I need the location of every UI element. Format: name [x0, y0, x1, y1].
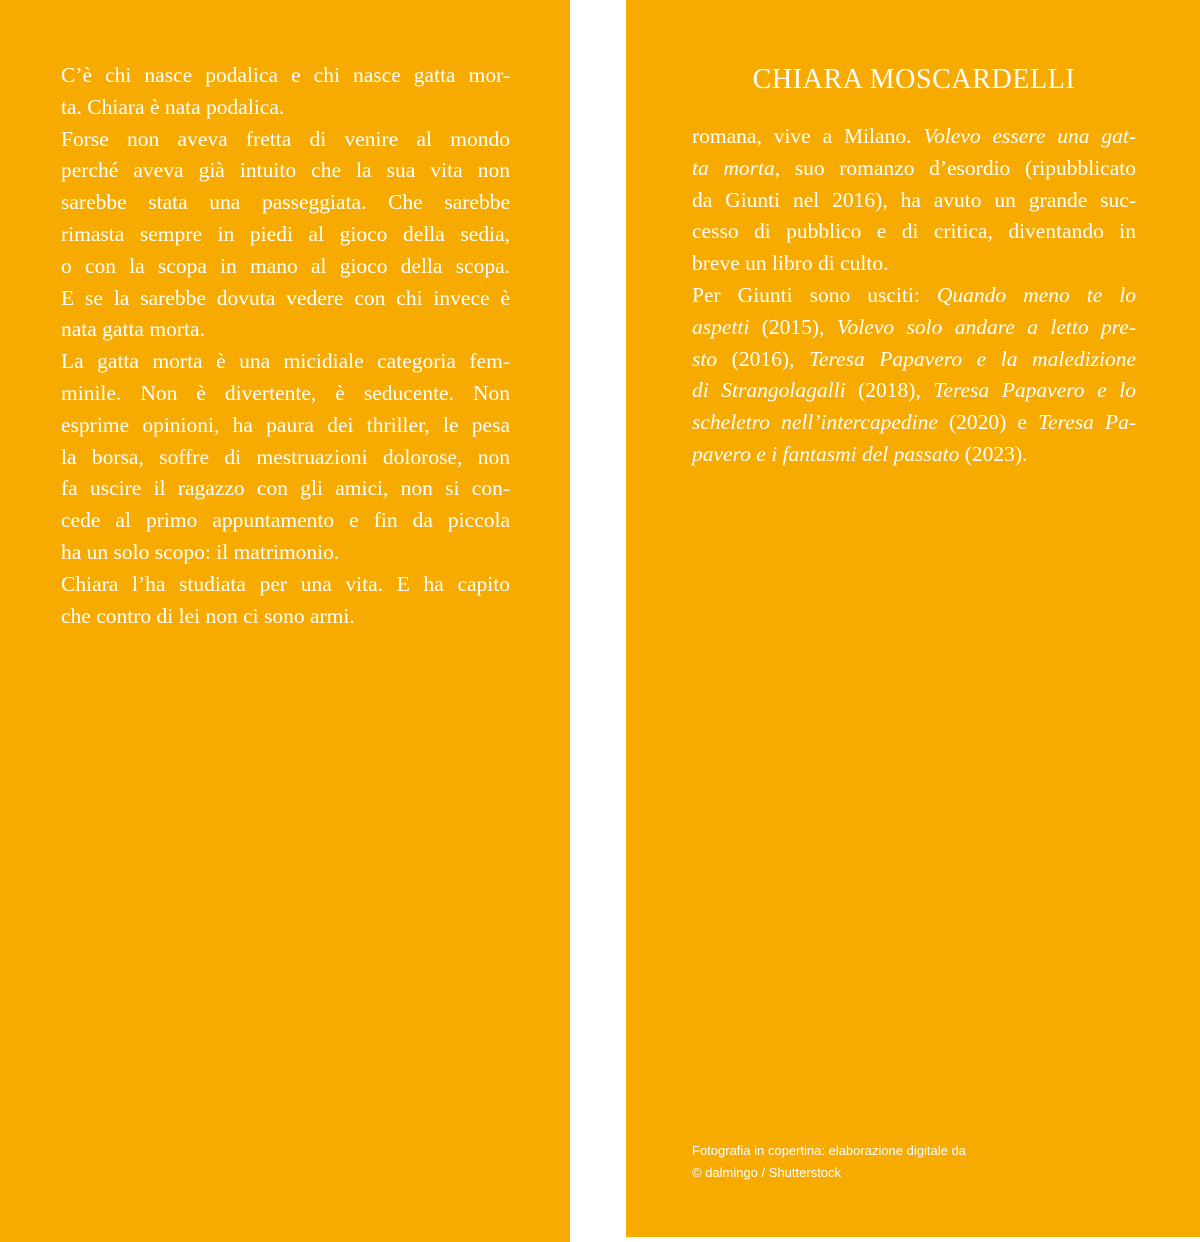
synopsis-line: o con la scopa in mano al gioco della scopa. [61, 253, 510, 278]
synopsis-line: fa uscire il ragazzo con gli amici, non si con- [61, 476, 510, 501]
bio-text: (2018), [845, 378, 934, 403]
synopsis-line: ta. Chiara è nata podalica. [61, 94, 285, 119]
synopsis-line: esprime opinioni, ha paura dei thriller, le pesa [61, 412, 510, 437]
synopsis-line: C’è chi nasce podalica e chi nasce gatta mor- [61, 63, 510, 87]
bio-line [692, 280, 1136, 312]
bio-text: , suo romanzo d’esordio (ripubblicato [774, 155, 1136, 180]
synopsis-line: Forse non aveva fretta di venire al mondo [61, 126, 510, 151]
book-title: di Strangolagalli [692, 378, 846, 403]
synopsis-line: che contro di lei non ci sono armi. [61, 603, 355, 628]
bio-line [692, 216, 1136, 248]
synopsis-line: nata gatta morta. [61, 317, 205, 342]
book-title: scheletro nell’intercapedine [692, 410, 938, 435]
photo-credit-line: © dalmingo / Shutterstock [692, 1165, 842, 1180]
book-title: Volevo essere una gat- [923, 124, 1137, 148]
bio-line [692, 407, 1136, 439]
photo-credit-line: Fotografia in copertina: elaborazione digitale da [692, 1143, 966, 1158]
book-title: pavero e i fantasmi del passato [692, 441, 960, 466]
synopsis-line: Chiara l’ha studiata per una vita. E ha capito [61, 571, 510, 596]
book-title: Volevo solo andare a letto pre- [836, 314, 1136, 339]
synopsis-line: La gatta morta è una micidiale categoria fem- [61, 349, 510, 374]
synopsis-line: la borsa, soffre di mestruazioni dolorose, non [61, 444, 510, 469]
synopsis-line: rimasta sempre in piedi al gioco della sedia, [61, 221, 510, 246]
book-title: aspetti [692, 314, 750, 339]
bio-line [692, 185, 1136, 217]
bio-text: Per Giunti sono usciti: [692, 282, 937, 307]
author-bio-text [692, 121, 1136, 471]
book-title: Teresa Papavero e lo [933, 378, 1136, 403]
book-title: Quando meno te lo [936, 282, 1136, 307]
author-name: CHIARA MOSCARDELLI [752, 64, 1076, 95]
bio-text: (2020) e [937, 410, 1039, 435]
bio-line [692, 312, 1136, 344]
bio-line [692, 375, 1136, 407]
left-flap [0, 0, 570, 1242]
synopsis-line: perché aveva già intuito che la sua vita non [61, 158, 510, 183]
bio-line [692, 439, 1136, 471]
bio-line [692, 344, 1136, 376]
book-title: ta morta [692, 155, 775, 180]
bio-text: cesso di pubblico e di critica, diventando in [692, 219, 1136, 244]
bio-text: (2015), [749, 314, 837, 339]
bio-text: breve un libro di culto. [692, 251, 889, 276]
book-title: Teresa Papavero e la maledizione [808, 346, 1136, 371]
right-flap [626, 0, 1200, 1237]
bio-line [692, 248, 1136, 280]
synopsis-line: sarebbe stata una passeggiata. Che sarebbe [61, 190, 510, 215]
photo-credit [692, 1140, 966, 1184]
bio-line [692, 153, 1136, 185]
bio-text: romana, vive a Milano. [692, 124, 924, 148]
synopsis-line: ha un solo scopo: il matrimonio. [61, 539, 340, 564]
synopsis-text [61, 60, 510, 632]
bio-line [692, 121, 1136, 153]
book-title: sto [692, 346, 718, 371]
bio-text: (2023). [959, 441, 1028, 466]
synopsis-line: minile. Non è divertente, è seducente. Non [61, 380, 510, 405]
bio-text: (2016), [717, 346, 809, 371]
synopsis-line: E se la sarebbe dovuta vedere con chi invece è [61, 285, 510, 310]
book-title: Teresa Pa- [1038, 410, 1136, 435]
bio-text: da Giunti nel 2016), ha avuto un grande suc- [692, 187, 1136, 212]
synopsis-line: cede al primo appuntamento e fin da piccola [61, 508, 510, 533]
